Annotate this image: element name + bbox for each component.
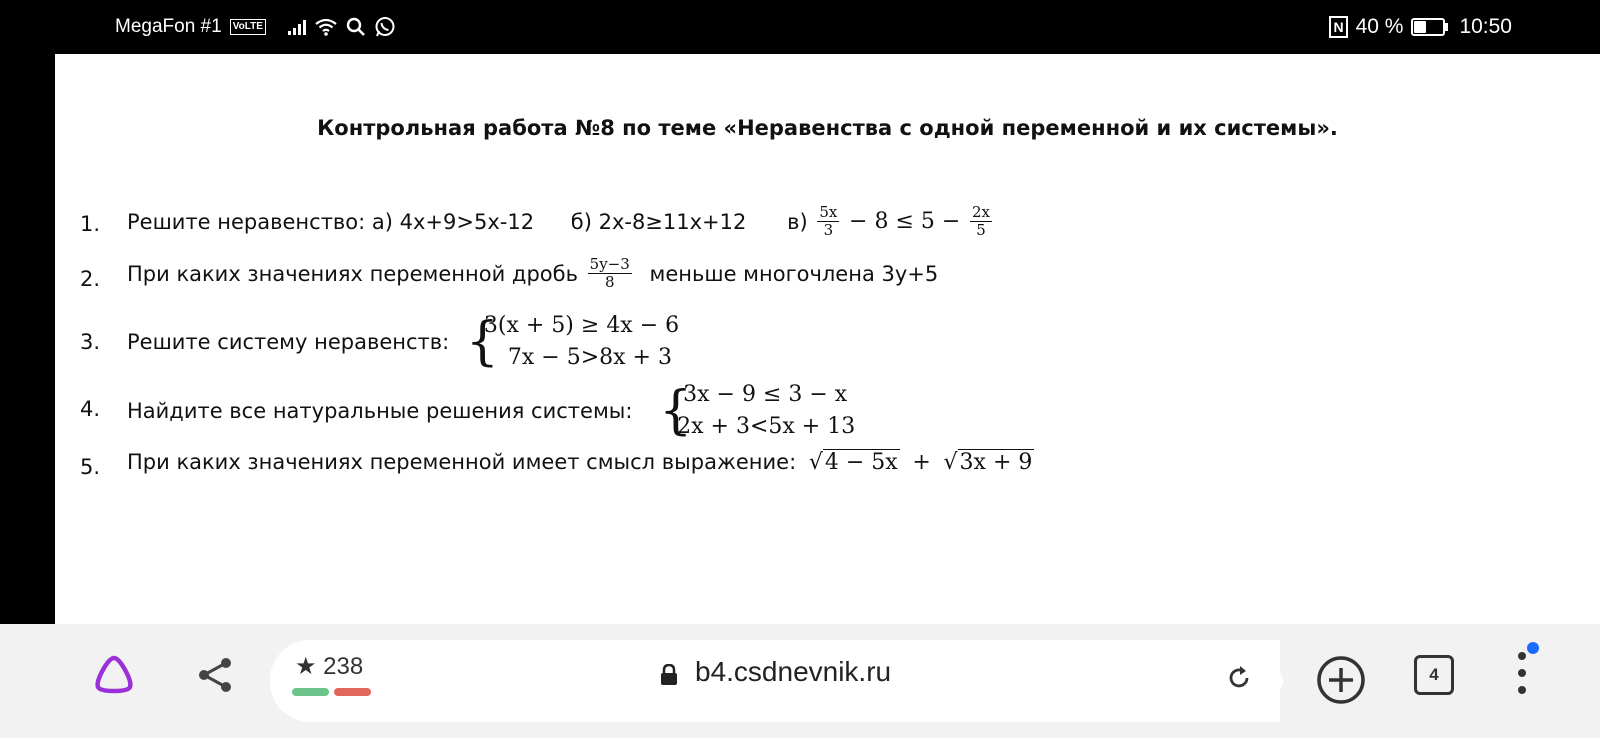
task-part-c-label: в) xyxy=(787,209,808,234)
lock-icon xyxy=(660,664,678,686)
browser-bottom-bar xyxy=(0,624,1600,738)
menu-icon[interactable] xyxy=(1512,652,1532,696)
task-number: 2. xyxy=(80,267,101,291)
task-text: Решите неравенство: а) 4х+9>5х-12 xyxy=(127,209,535,234)
battery-percent: 40 % xyxy=(1355,15,1404,38)
notification-dot xyxy=(1527,642,1539,654)
search-icon xyxy=(346,17,366,37)
address-bar-arrow xyxy=(1264,640,1284,722)
fraction xyxy=(588,256,632,291)
task-body xyxy=(127,204,995,239)
radicand: 3x + 9 xyxy=(959,449,1033,475)
task-text: Решите систему неравенств: xyxy=(127,330,450,354)
whatsapp-icon xyxy=(374,16,396,38)
fraction-numerator: 5y−3 xyxy=(589,255,630,273)
status-right xyxy=(1329,15,1512,39)
new-tab-button[interactable] xyxy=(1315,654,1367,706)
square-root: √3x + 9 xyxy=(943,449,1033,475)
task-number: 5. xyxy=(80,455,101,479)
task-body xyxy=(127,310,679,374)
radicand: 4 − 5x xyxy=(824,449,898,475)
system-line: 2x + 3<5x + 13 xyxy=(677,414,856,439)
task-text: Найдите все натуральные решения системы: xyxy=(127,399,633,423)
fraction xyxy=(817,204,839,239)
document-title: Контрольная работа №8 по теме «Неравенства с одной переменной и их системы». xyxy=(317,116,1338,140)
rating-bar-positive xyxy=(292,688,329,696)
rating-bar-negative xyxy=(334,688,371,696)
inequality-system xyxy=(465,310,680,374)
brace-icon: { xyxy=(465,312,499,372)
fraction-denominator: 3 xyxy=(823,221,834,239)
signal-icon xyxy=(288,19,306,35)
carrier-name: MegaFon #1 xyxy=(115,16,222,37)
inequality-system xyxy=(661,379,855,443)
reload-icon[interactable] xyxy=(1225,664,1253,692)
task-body xyxy=(127,379,855,443)
fraction-numerator: 5x xyxy=(819,203,838,221)
task-text: При каких значениях переменной дробь xyxy=(127,261,578,286)
task-body xyxy=(127,449,1034,475)
fraction-numerator: 2x xyxy=(972,203,991,221)
task-text-tail: меньше многочлена 3у+5 xyxy=(649,261,939,286)
system-line: 3(x + 5) ≥ 4x − 6 xyxy=(483,313,680,338)
system-line: 3x − 9 ≤ 3 − x xyxy=(683,382,848,407)
task-number: 3. xyxy=(80,330,101,354)
url-text[interactable]: b4.csdnevnik.ru xyxy=(695,656,892,687)
document-page xyxy=(55,54,1600,624)
fraction-denominator: 5 xyxy=(976,221,986,239)
plus-sign: + xyxy=(912,449,931,475)
task-part-b: б) 2х-8≥11х+12 xyxy=(570,209,747,234)
fraction xyxy=(970,204,992,239)
tabs-counter-button[interactable]: 4 xyxy=(1414,655,1454,695)
status-bar xyxy=(0,0,1600,54)
task-body xyxy=(127,256,938,291)
task-number: 1. xyxy=(80,212,101,236)
fraction-denominator: 8 xyxy=(604,273,615,291)
battery-icon xyxy=(1411,18,1445,36)
status-left xyxy=(115,16,396,38)
alice-assistant-icon[interactable] xyxy=(92,654,136,694)
site-rating[interactable]: ★ 238 xyxy=(295,653,364,680)
system-line: 7x − 5>8x + 3 xyxy=(507,345,672,370)
share-icon[interactable] xyxy=(196,656,234,694)
task-text: При каких значениях переменной имеет смысл выражение: xyxy=(127,450,797,474)
nfc-icon: N xyxy=(1329,16,1347,38)
inequality-middle: − 8 ≤ 5 − xyxy=(849,209,961,234)
volte-icon: VoLTE xyxy=(230,19,266,35)
square-root: √4 − 5x xyxy=(808,449,898,475)
brace-icon: { xyxy=(659,381,693,441)
wifi-icon xyxy=(314,17,338,37)
clock: 10:50 xyxy=(1459,15,1512,38)
rating-bars xyxy=(292,688,371,696)
task-number: 4. xyxy=(80,397,101,421)
